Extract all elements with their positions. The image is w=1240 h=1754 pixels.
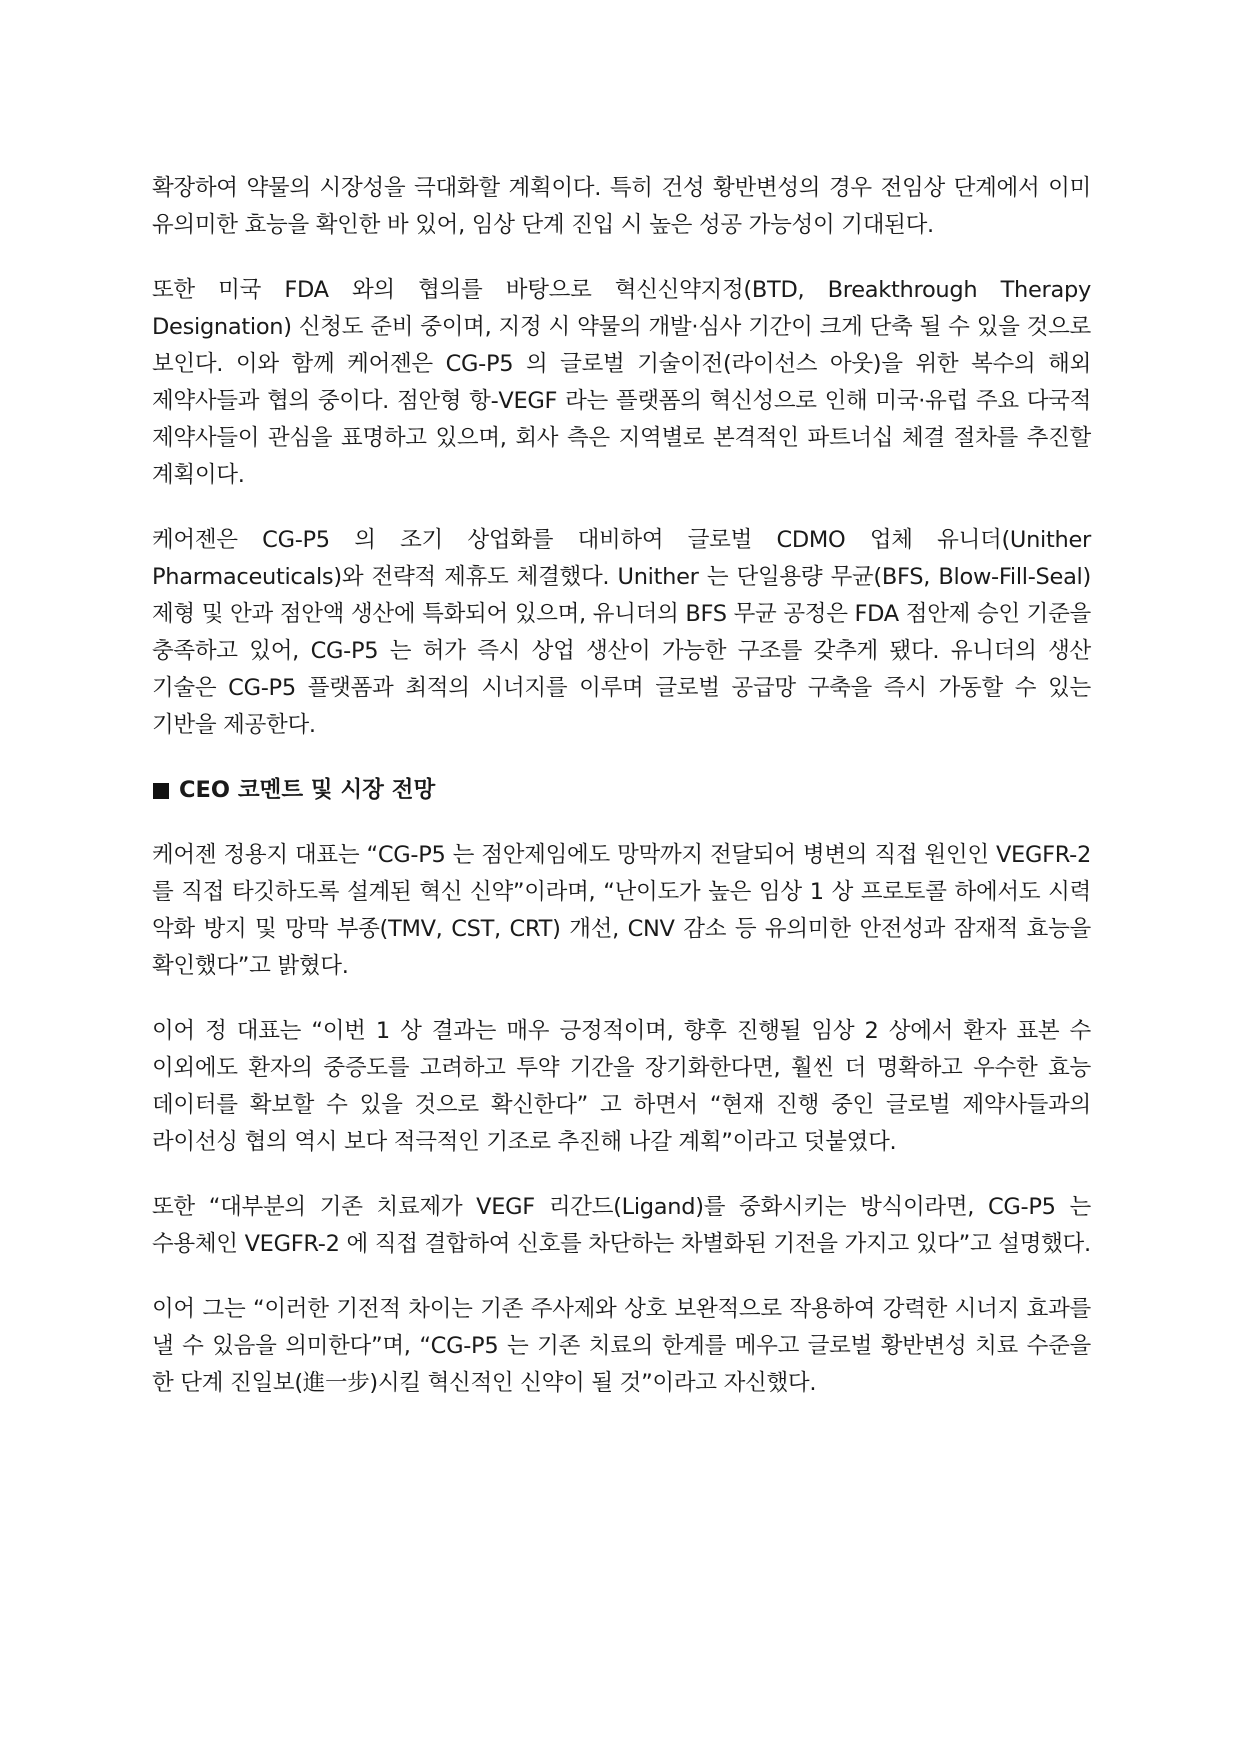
paragraph-mechanism: 또한 “대부분의 기존 치료제가 VEGF 리간드(Ligand)를 중화시키는 방식이라면, CG-P5 는 수용체인 VEGFR-2 에 직접 결합하여 신호를 차단하는 차별화된 기전을 가지고 있다”고 설명했다. xyxy=(152,1194,1091,1257)
paragraph-synergy: 이어 그는 “이러한 기전적 차이는 기존 주사제와 상호 보완적으로 작용하여 강력한 시너지 효과를 낼 수 있음을 의미한다”며, “CG-P5 는 기존 치료의 한계를 메우고 글로벌 황반변성 치료 수준을 한 단계 진일보(進一步)시킬 혁신적인 신약이 될 것”이라고 자신했다. xyxy=(152,1296,1091,1396)
paragraph-ceo-quote-2: 이어 정 대표는 “이번 1 상 결과는 매우 긍정적이며, 향후 진행될 임상 2 상에서 환자 표본 수 이외에도 환자의 중증도를 고려하고 투약 기간을 장기화한다면, 훨씬 더 명확하고 우수한 효능 데이터를 확보할 수 있을 것으로 확신한다” 고 하면서 “현재 진행 중인 글로벌 제약사들과의 라이선싱 협의 역시 보다 적극적인 기조로 추진해 나갈 계획”이라고 덧붙였다. xyxy=(152,1018,1091,1155)
section-heading xyxy=(152,772,1091,809)
document-page xyxy=(152,170,1091,1430)
paragraph-cdmo-unither: 케어젠은 CG-P5 의 조기 상업화를 대비하여 글로벌 CDMO 업체 유니더(Unither Pharmaceuticals)와 전략적 제휴도 체결했다. Unither 는 단일용량 무균(BFS, Blow-Fill-Seal) 제형 및 안과 점안액 생산에 특화되어 있으며, 유니더의 BFS 무균 공정은 FDA 점안제 승인 기준을 충족하고 있어, CG-P5 는 허가 즉시 상업 생산이 가능한 구조를 갖추게 됐다. 유니더의 생산 기술은 CG-P5 플랫폼과 최적의 시너지를 이루며 글로벌 공급망 구축을 즉시 가동할 수 있는 기반을 제공한다. xyxy=(152,527,1091,738)
black-square-icon xyxy=(153,783,169,799)
paragraph-ceo-quote-1: 케어젠 정용지 대표는 “CG-P5 는 점안제임에도 망막까지 전달되어 병변의 직접 원인인 VEGFR-2 를 직접 타깃하도록 설계된 혁신 신약”이라며, “난이도가 높은 임상 1 상 프로토콜 하에서도 시력 악화 방지 및 망막 부종(TMV, CST, CRT) 개선, CNV 감소 등 유의미한 안전성과 잠재적 효능을 확인했다”고 밝혔다. xyxy=(152,842,1091,979)
section-heading-text: CEO 코멘트 및 시장 전망 xyxy=(179,777,436,803)
paragraph-fda-btd: 또한 미국 FDA 와의 협의를 바탕으로 혁신신약지정(BTD, Breakthrough Therapy Designation) 신청도 준비 중이며, 지정 시 약물의 개발·심사 기간이 크게 단축 될 수 있을 것으로 보인다. 이와 함께 케어젠은 CG-P5 의 글로벌 기술이전(라이선스 아웃)을 위한 복수의 해외 제약사들과 협의 중이다. 점안형 항-VEGF 라는 플랫폼의 혁신성으로 인해 미국·유럽 주요 다국적 제약사들이 관심을 표명하고 있으며, 회사 측은 지역별로 본격적인 파트너십 체결 절차를 추진할 계획이다. xyxy=(152,277,1091,488)
paragraph-market-expansion: 확장하여 약물의 시장성을 극대화할 계획이다. 특히 건성 황반변성의 경우 전임상 단계에서 이미 유의미한 효능을 확인한 바 있어, 임상 단계 진입 시 높은 성공 가능성이 기대된다. xyxy=(152,175,1091,238)
